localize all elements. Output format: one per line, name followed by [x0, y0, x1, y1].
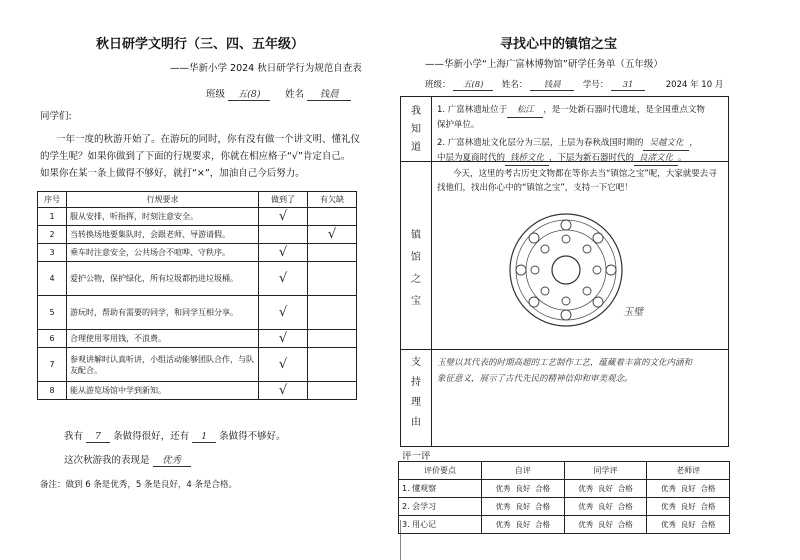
eval-options: [482, 498, 565, 516]
name-label: 姓名: [285, 89, 305, 100]
label-char: 宝: [411, 296, 421, 307]
option-excellent[interactable]: 优秀: [578, 520, 594, 529]
label-char: 理: [411, 397, 421, 408]
option-excellent[interactable]: 优秀: [495, 502, 511, 511]
question-text: 1. 广富林遗址位于: [437, 105, 508, 115]
row-no: 2: [38, 226, 67, 244]
option-good[interactable]: 良好: [680, 502, 696, 511]
option-excellent[interactable]: 优秀: [660, 502, 676, 511]
option-pass[interactable]: 合格: [617, 484, 633, 493]
lack-check: [308, 208, 357, 226]
table-row: [38, 330, 357, 348]
task-instruction: [437, 167, 725, 195]
row-requirement: 参观讲解时认真听讲，小组活动能够团队合作，与队友配合。: [67, 348, 259, 382]
eval-options: [647, 480, 730, 498]
answer-lower-culture: 良渚文化: [634, 151, 678, 166]
col-header-requirement: 行规要求: [67, 192, 259, 208]
row-no: 7: [38, 348, 67, 382]
reason-line: 象征意义，展示了古代先民的精神信仰和审美观念。: [437, 374, 633, 384]
option-pass[interactable]: 合格: [617, 502, 633, 511]
right-name-label: 姓名：: [501, 80, 528, 90]
option-good[interactable]: 良好: [597, 520, 613, 529]
performance-line: [64, 452, 191, 467]
eval-point: 2. 会学习: [399, 498, 482, 516]
option-good[interactable]: 良好: [515, 502, 531, 511]
col-header-done: 做到了: [259, 192, 308, 208]
label-char: 道: [411, 142, 421, 153]
row-requirement: 乘车时注意安全，公共场合不喧哗、守秩序。: [67, 244, 259, 262]
section-reason-label: [401, 353, 431, 433]
summary-lack-count: 1: [192, 431, 216, 443]
question-2-cont: [437, 151, 725, 166]
option-excellent[interactable]: 优秀: [578, 484, 594, 493]
section-treasure-label: [401, 225, 431, 313]
option-excellent[interactable]: 优秀: [660, 520, 676, 529]
left-subtitle: ——华新小学 2024 秋日研学行为规范自查表: [170, 63, 362, 74]
question-text: 2. 广富林遗址文化层分为三层，上层为春秋战国时期的: [437, 138, 644, 148]
eval-point: 3. 用心记: [399, 516, 482, 534]
table-row: [399, 480, 730, 498]
lack-check: [308, 348, 357, 382]
table-row: [399, 498, 730, 516]
done-check: √: [259, 262, 308, 296]
done-check: [259, 226, 308, 244]
done-check: √: [259, 348, 308, 382]
table-row: [38, 262, 357, 296]
option-pass[interactable]: 合格: [700, 484, 716, 493]
label-char: 由: [411, 417, 421, 428]
row-requirement: 爱护公物，保护绿化，所有垃圾都扔进垃圾桶。: [67, 262, 259, 296]
intro-line: 的学生呢？如果你做到了下面的行规要求，你就在相应格子“√”肯定自己。: [40, 151, 351, 162]
student-info-line: [425, 78, 725, 91]
performance-value: 优秀: [153, 452, 191, 467]
option-good[interactable]: 良好: [515, 484, 531, 493]
done-check: √: [259, 382, 308, 400]
summary-text: 条做得很好，还有: [113, 431, 190, 442]
question-text: 中层为夏商时代的: [437, 153, 506, 163]
drawing-caption: 玉璧: [623, 307, 643, 318]
date: 2024 年 10 月: [665, 80, 724, 90]
eval-col-peer: 同学评: [564, 462, 647, 480]
row-no: 5: [38, 296, 67, 330]
question-text: ，下层为新石器时代的: [549, 153, 635, 163]
greeting: 同学们:: [40, 111, 72, 122]
row-requirement: 游玩时，帮助有需要的同学，和同学互相分享。: [67, 296, 259, 330]
option-pass[interactable]: 合格: [535, 520, 551, 529]
intro-line: 如果你在某一条上做得不够好，就打“×”，加油自己今后努力。: [40, 168, 305, 179]
eval-options: [482, 480, 565, 498]
option-good[interactable]: 良好: [680, 520, 696, 529]
card-column-divider: [431, 97, 432, 446]
row-requirement: 服从安排，听指挥，时刻注意安全。: [67, 208, 259, 226]
jade-bi-drawing: [501, 205, 631, 335]
right-class-label: 班级：: [425, 80, 451, 90]
label-char: 持: [411, 377, 421, 388]
question-text: 。: [678, 153, 687, 163]
option-pass[interactable]: 合格: [535, 484, 551, 493]
class-value: 五(8): [228, 86, 270, 101]
table-row: [38, 226, 357, 244]
section-know-label: [401, 103, 431, 157]
name-value: 钱晨: [307, 86, 351, 101]
option-pass[interactable]: 合格: [535, 502, 551, 511]
table-row: [38, 382, 357, 400]
option-good[interactable]: 良好: [680, 484, 696, 493]
student-id-label: 学号：: [582, 80, 609, 90]
row-requirement: 当转换场地要集队时，会跟老师、导游请假。: [67, 226, 259, 244]
eval-options: [564, 498, 647, 516]
student-id-value: 31: [611, 80, 645, 91]
eval-col-self: 自评: [482, 462, 565, 480]
option-excellent[interactable]: 优秀: [495, 520, 511, 529]
question-text: ，是一处新石器时代遗址，是全国重点文物: [543, 105, 705, 115]
col-header-lack: 有欠缺: [308, 192, 357, 208]
eval-options: [647, 498, 730, 516]
eval-col-teacher: 老师评: [647, 462, 730, 480]
summary-line: [64, 428, 286, 443]
class-name-line: [206, 86, 351, 101]
table-header-row: [38, 192, 357, 208]
eval-options: [647, 516, 730, 534]
done-check: √: [259, 330, 308, 348]
table-row: [38, 244, 357, 262]
support-reason: [437, 355, 723, 387]
right-title: 寻找心中的镇馆之宝: [500, 37, 618, 52]
option-good[interactable]: 良好: [515, 520, 531, 529]
left-title: 秋日研学文明行（三、四、五年级）: [96, 37, 305, 52]
lack-check: [308, 296, 357, 330]
lack-check: [308, 330, 357, 348]
answer-location: 松江: [507, 103, 543, 118]
row-no: 1: [38, 208, 67, 226]
summary-text: 条做得不够好。: [219, 431, 286, 442]
option-pass[interactable]: 合格: [700, 502, 716, 511]
table-row: [399, 516, 730, 534]
row-no: 3: [38, 244, 67, 262]
label-char: 知: [411, 124, 421, 135]
summary-done-count: 7: [86, 431, 110, 443]
right-name-value: 钱晨: [530, 78, 574, 91]
row-requirement: 能从游览场馆中学到新知。: [67, 382, 259, 400]
eval-header-row: [399, 462, 730, 480]
option-good[interactable]: 良好: [597, 502, 613, 511]
intro-line: 一年一度的秋游开始了。在游玩的同时，你有没有做一个讲文明、懂礼仪: [56, 134, 361, 145]
eval-col-point: 评价要点: [399, 462, 482, 480]
lack-check: [308, 382, 357, 400]
label-char: 支: [411, 357, 421, 368]
question-1-cont: 保护单位。: [437, 120, 480, 130]
label-char: 我: [411, 106, 421, 117]
done-check: √: [259, 296, 308, 330]
lack-check: [308, 262, 357, 296]
eval-options: [564, 516, 647, 534]
row-no: 6: [38, 330, 67, 348]
eval-options: [564, 480, 647, 498]
row-requirement: 合理使用零用钱，不浪费。: [67, 330, 259, 348]
done-check: √: [259, 208, 308, 226]
option-excellent[interactable]: 优秀: [660, 484, 676, 493]
question-text: ，: [689, 138, 698, 148]
checklist-table: [37, 191, 357, 400]
eval-point: 1. 懂观察: [399, 480, 482, 498]
option-good[interactable]: 良好: [597, 484, 613, 493]
card-row-divider: [401, 349, 728, 350]
done-check: √: [259, 244, 308, 262]
evaluation-title: 评一评: [402, 451, 431, 462]
table-row: [38, 296, 357, 330]
table-row: [38, 348, 357, 382]
option-pass[interactable]: 合格: [617, 520, 633, 529]
row-no: 4: [38, 262, 67, 296]
task-line: 今天，这里的考古历史文物都在等你去当“镇馆之宝”呢，大家就要去寻: [453, 169, 717, 179]
table-row: [38, 208, 357, 226]
label-char: 馆: [411, 252, 421, 263]
answer-middle-culture: 钱桥文化: [505, 151, 549, 166]
class-label: 班级: [206, 89, 226, 100]
right-subtitle: ——华新小学“上海广富林博物馆”研学任务单（五年级）: [425, 59, 663, 70]
eval-options: [482, 516, 565, 534]
task-line: 找他们，找出你心中的“镇馆之宝”，支持一下它吧！: [437, 183, 633, 193]
reason-line: 玉璧以其代表的时期高超的工艺制作工艺，蕴藏着丰富的文化内涵和: [437, 358, 693, 368]
row-no: 8: [38, 382, 67, 400]
label-char: 镇: [411, 230, 421, 241]
note: 备注：做到 6 条是优秀，5 条是良好，4 条是合格。: [40, 480, 238, 490]
option-excellent[interactable]: 优秀: [578, 502, 594, 511]
intro-paragraph: [40, 131, 360, 182]
option-excellent[interactable]: 优秀: [495, 484, 511, 493]
right-class-value: 五(8): [453, 78, 493, 91]
evaluation-table: [398, 461, 730, 534]
task-card: [400, 96, 729, 447]
question-2: [437, 136, 725, 151]
col-header-no: 序号: [38, 192, 67, 208]
performance-label: 这次秋游我的表现是: [64, 455, 150, 466]
summary-text: 我有: [64, 431, 84, 442]
answer-upper-culture: 吴越文化: [643, 136, 689, 151]
knowledge-questions: [437, 103, 725, 166]
option-pass[interactable]: 合格: [700, 520, 716, 529]
label-char: 之: [411, 274, 421, 285]
question-1: [437, 103, 725, 118]
lack-check: [308, 244, 357, 262]
lack-check: √: [308, 226, 357, 244]
